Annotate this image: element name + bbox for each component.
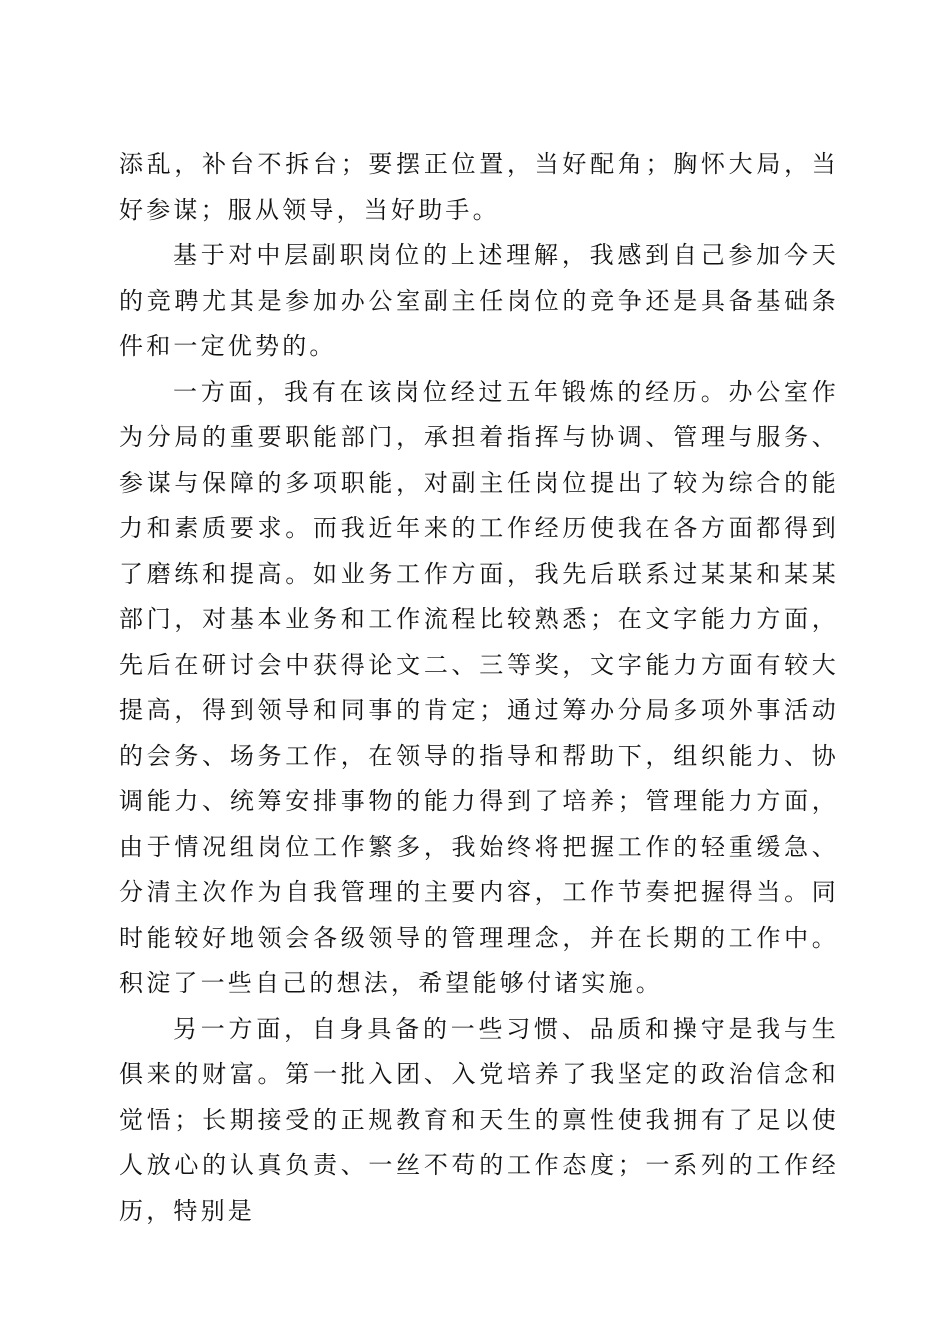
paragraph-continuation: 添乱，补台不拆台；要摆正位置，当好配角；胸怀大局，当好参谋；服从领导，当好助手。 <box>119 150 839 224</box>
paragraph-qualities: 另一方面，自身具备的一些习惯、品质和操守是我与生俱来的财富。第一批入团、入党培养了我坚定的政治信念和觉悟；长期接受的正规教育和天生的禀性使我拥有了足以使人放心的认真负责、一丝不苟的工作态度；一系列的工作经历，特别是 <box>119 1014 839 1225</box>
document-body <box>119 142 839 1234</box>
paragraph-understanding: 基于对中层副职岗位的上述理解，我感到自己参加今天的竞聘尤其是参加办公室副主任岗位的竞争还是具备基础条件和一定优势的。 <box>119 241 839 360</box>
paragraph-experience: 一方面，我有在该岗位经过五年锻炼的经历。办公室作为分局的重要职能部门，承担着指挥与协调、管理与服务、参谋与保障的多项职能，对副主任岗位提出了较为综合的能力和素质要求。而我近年来的工作经历使我在各方面都得到了磨练和提高。如业务工作方面，我先后联系过某某和某某部门，对基本业务和工作流程比较熟悉；在文字能力方面，先后在研讨会中获得论文二、三等奖，文字能力方面有较大提高，得到领导和同事的肯定；通过筹办分局多项外事活动的会务、场务工作，在领导的指导和帮助下，组织能力、协调能力、统筹安排事物的能力得到了培养；管理能力方面，由于情况组岗位工作繁多，我始终将把握工作的轻重缓急、分清主次作为自我管理的主要内容，工作节奏把握得当。同时能较好地领会各级领导的管理理念，并在长期的工作中。积淀了一些自己的想法，希望能够付诸实施。 <box>119 377 839 997</box>
